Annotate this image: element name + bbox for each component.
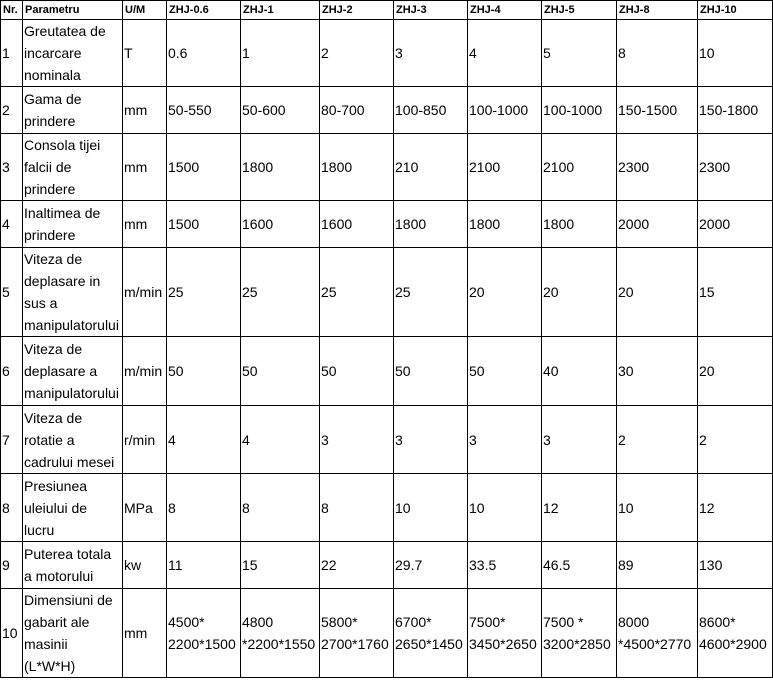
row-number-cell	[1, 474, 23, 542]
table-row	[1, 589, 773, 678]
cell-text: 25	[168, 284, 184, 300]
cell-text: 46.5	[543, 557, 571, 573]
cell-text: 8600* 4600*2900	[699, 614, 767, 652]
value-cell	[698, 20, 773, 87]
parameter-cell	[23, 87, 123, 134]
cell-text: 7	[2, 431, 10, 448]
cell-text: 2000	[618, 216, 650, 232]
cell-text: Consola tijei falcii de prindere	[24, 137, 101, 197]
cell-text: 5800* 2700*1760	[321, 614, 389, 652]
unit-cell	[123, 542, 167, 589]
value-cell	[167, 542, 241, 589]
value-cell	[542, 406, 617, 474]
cell-text: 8	[321, 499, 329, 516]
unit-cell	[123, 87, 167, 134]
value-cell	[698, 87, 773, 134]
cell-text: Gama de prindere	[24, 91, 82, 129]
parameter-cell	[23, 337, 123, 406]
value-cell	[167, 337, 241, 406]
header-zhj-0-6: ZHJ-0.6	[167, 1, 241, 20]
cell-text: 10	[2, 625, 18, 641]
cell-text: 89	[618, 557, 634, 573]
unit-cell	[123, 474, 167, 542]
value-cell	[394, 134, 468, 201]
cell-text: 150-1500	[618, 102, 678, 118]
cell-text: 5	[2, 284, 10, 300]
value-cell	[320, 201, 394, 248]
value-cell	[241, 20, 320, 87]
row-number-cell	[1, 248, 23, 337]
value-cell	[698, 589, 773, 678]
parameter-cell	[23, 201, 123, 248]
cell-text: 8	[618, 45, 626, 61]
value-cell	[320, 589, 394, 678]
cell-text: 4	[168, 431, 176, 448]
value-cell	[698, 134, 773, 201]
unit-cell	[123, 337, 167, 406]
cell-text: 50-550	[168, 102, 212, 118]
cell-text: 50	[321, 363, 337, 379]
cell-text: 10	[395, 499, 411, 516]
header-um: U/M	[123, 1, 167, 20]
header-zhj-5: ZHJ-5	[542, 1, 617, 20]
unit-cell	[123, 248, 167, 337]
cell-text: 150-1800	[699, 102, 759, 118]
value-cell	[167, 201, 241, 248]
cell-text: m/min	[124, 363, 163, 379]
cell-text: 8000 *4500*2770	[618, 614, 692, 652]
cell-text: 100-850	[395, 102, 447, 118]
value-cell	[394, 248, 468, 337]
header-zhj-10: ZHJ-10	[698, 1, 773, 20]
value-cell	[241, 474, 320, 542]
value-cell	[617, 337, 698, 406]
value-cell	[542, 589, 617, 678]
cell-text: Greutatea de incarcare nominala	[24, 23, 106, 83]
cell-text: 1500	[168, 159, 200, 175]
header-zhj-4: ZHJ-4	[468, 1, 542, 20]
value-cell	[698, 406, 773, 474]
row-number-cell	[1, 87, 23, 134]
cell-text: 8	[2, 499, 10, 516]
value-cell	[542, 87, 617, 134]
cell-text: 0.6	[168, 45, 188, 61]
cell-text: 33.5	[469, 557, 497, 573]
cell-text: Inaltimea de prindere	[24, 205, 101, 243]
cell-text: 2	[618, 431, 626, 448]
cell-text: 20	[469, 284, 485, 300]
cell-text: 22	[321, 557, 337, 573]
cell-text: mm	[124, 625, 148, 641]
value-cell	[468, 589, 542, 678]
cell-text: Viteza de rotatie a cadrului mesei	[24, 409, 115, 470]
cell-text: Viteza de deplasare a manipulatorului	[24, 341, 119, 401]
cell-text: 1500	[168, 216, 200, 232]
parameter-cell	[23, 474, 123, 542]
cell-text: 3	[321, 431, 329, 448]
cell-text: 25	[321, 284, 337, 300]
value-cell	[167, 134, 241, 201]
cell-text: 20	[699, 363, 715, 379]
value-cell	[394, 542, 468, 589]
table-row	[1, 201, 773, 248]
value-cell	[468, 337, 542, 406]
header-zhj-2: ZHJ-2	[320, 1, 394, 20]
value-cell	[394, 589, 468, 678]
row-number-cell	[1, 201, 23, 248]
value-cell	[698, 248, 773, 337]
cell-text: 50-600	[242, 102, 286, 118]
cell-text: 50	[242, 363, 258, 379]
value-cell	[167, 87, 241, 134]
cell-text: 2300	[699, 159, 731, 175]
cell-text: 2	[2, 102, 10, 118]
value-cell	[698, 201, 773, 248]
cell-text: 10	[469, 499, 485, 516]
row-number-cell	[1, 542, 23, 589]
value-cell	[394, 474, 468, 542]
cell-text: 1800	[242, 159, 274, 175]
cell-text: 30	[618, 363, 634, 379]
value-cell	[167, 406, 241, 474]
cell-text: 1	[242, 45, 250, 61]
value-cell	[617, 474, 698, 542]
cell-text: Dimensiuni de gabarit ale masinii (L*W*H)	[24, 592, 113, 674]
row-number-cell	[1, 337, 23, 406]
value-cell	[468, 87, 542, 134]
value-cell	[542, 134, 617, 201]
cell-text: 20	[543, 284, 559, 300]
cell-text: 12	[543, 499, 559, 516]
value-cell	[320, 542, 394, 589]
cell-text: Viteza de deplasare in sus a manipulatorului	[24, 251, 119, 333]
value-cell	[468, 20, 542, 87]
cell-text: 1600	[321, 216, 353, 232]
value-cell	[698, 474, 773, 542]
cell-text: 7500* 3450*2650	[469, 614, 537, 652]
value-cell	[394, 87, 468, 134]
row-number-cell	[1, 589, 23, 678]
unit-cell	[123, 406, 167, 474]
value-cell	[241, 406, 320, 474]
value-cell	[241, 589, 320, 678]
cell-text: 3	[469, 431, 477, 448]
table-row	[1, 406, 773, 474]
value-cell	[167, 589, 241, 678]
unit-cell	[123, 589, 167, 678]
value-cell	[617, 542, 698, 589]
cell-text: 2	[699, 431, 707, 448]
cell-text: 3	[2, 159, 10, 175]
header-zhj-8: ZHJ-8	[617, 1, 698, 20]
cell-text: Puterea totala a motorului	[24, 546, 112, 584]
value-cell	[468, 248, 542, 337]
cell-text: mm	[124, 216, 148, 232]
cell-text: 1800	[469, 216, 501, 232]
value-cell	[394, 20, 468, 87]
cell-text: 29.7	[395, 557, 423, 573]
table-row	[1, 87, 773, 134]
header-parametru: Parametru	[23, 1, 123, 20]
value-cell	[617, 201, 698, 248]
value-cell	[241, 542, 320, 589]
value-cell	[241, 87, 320, 134]
value-cell	[320, 87, 394, 134]
value-cell	[468, 542, 542, 589]
header-nr: Nr.	[1, 1, 23, 20]
parameter-cell	[23, 589, 123, 678]
value-cell	[617, 589, 698, 678]
cell-text: 210	[395, 159, 419, 175]
value-cell	[167, 20, 241, 87]
value-cell	[542, 20, 617, 87]
cell-text: 100-1000	[543, 102, 603, 118]
cell-text: 2100	[469, 159, 501, 175]
value-cell	[241, 337, 320, 406]
cell-text: 3	[395, 431, 403, 448]
table-row	[1, 474, 773, 542]
header-row	[1, 1, 773, 20]
cell-text: 5	[543, 45, 551, 61]
unit-cell	[123, 201, 167, 248]
header-zhj-3: ZHJ-3	[394, 1, 468, 20]
value-cell	[241, 248, 320, 337]
cell-text: 9	[2, 557, 10, 573]
row-number-cell	[1, 406, 23, 474]
parameter-cell	[23, 542, 123, 589]
cell-text: 10	[618, 499, 634, 516]
cell-text: 4	[469, 45, 477, 61]
cell-text: Presiunea uleiului de lucru	[24, 477, 88, 538]
cell-text: 1800	[395, 216, 427, 232]
cell-text: 1800	[543, 216, 575, 232]
table-row	[1, 248, 773, 337]
cell-text: mm	[124, 159, 148, 175]
cell-text: 50	[395, 363, 411, 379]
cell-text: 12	[699, 499, 715, 516]
value-cell	[167, 474, 241, 542]
cell-text: 130	[699, 557, 723, 573]
table-row	[1, 20, 773, 87]
cell-text: 6700* 2650*1450	[395, 614, 463, 652]
value-cell	[394, 201, 468, 248]
cell-text: 40	[543, 363, 559, 379]
cell-text: 3	[395, 45, 403, 61]
cell-text: 100-1000	[469, 102, 529, 118]
parameter-cell	[23, 134, 123, 201]
cell-text: r/min	[124, 431, 156, 448]
cell-text: 3	[543, 431, 551, 448]
value-cell	[698, 337, 773, 406]
value-cell	[468, 474, 542, 542]
value-cell	[320, 474, 394, 542]
cell-text: 25	[242, 284, 258, 300]
cell-text: 50	[168, 363, 184, 379]
value-cell	[617, 134, 698, 201]
cell-text: m/min	[124, 284, 163, 300]
value-cell	[394, 337, 468, 406]
cell-text: 15	[242, 557, 258, 573]
value-cell	[320, 134, 394, 201]
value-cell	[320, 337, 394, 406]
cell-text: 4	[2, 216, 10, 232]
cell-text: 1800	[321, 159, 353, 175]
cell-text: mm	[124, 102, 148, 118]
parameter-cell	[23, 406, 123, 474]
cell-text: 50	[469, 363, 485, 379]
value-cell	[617, 248, 698, 337]
value-cell	[320, 20, 394, 87]
value-cell	[320, 248, 394, 337]
unit-cell	[123, 134, 167, 201]
value-cell	[542, 474, 617, 542]
table-row	[1, 134, 773, 201]
row-number-cell	[1, 20, 23, 87]
parameter-cell	[23, 20, 123, 87]
value-cell	[468, 201, 542, 248]
cell-text: MPa	[124, 499, 153, 516]
cell-text: 10	[699, 45, 715, 61]
value-cell	[542, 337, 617, 406]
cell-text: kw	[124, 557, 142, 573]
cell-text: 8	[168, 499, 176, 516]
cell-text: 2	[321, 45, 329, 61]
value-cell	[468, 406, 542, 474]
value-cell	[320, 406, 394, 474]
value-cell	[241, 201, 320, 248]
cell-text: 4800 *2200*1550	[242, 614, 316, 652]
value-cell	[167, 248, 241, 337]
cell-text: T	[124, 45, 133, 61]
value-cell	[241, 134, 320, 201]
value-cell	[617, 20, 698, 87]
table-row	[1, 542, 773, 589]
row-number-cell	[1, 134, 23, 201]
value-cell	[394, 406, 468, 474]
header-zhj-1: ZHJ-1	[241, 1, 320, 20]
cell-text: 4500* 2200*1500	[168, 614, 236, 652]
value-cell	[542, 248, 617, 337]
cell-text: 80-700	[321, 102, 365, 118]
cell-text: 25	[395, 284, 411, 300]
cell-text: 20	[618, 284, 634, 300]
value-cell	[617, 87, 698, 134]
unit-cell	[123, 20, 167, 87]
value-cell	[468, 134, 542, 201]
cell-text: 2000	[699, 216, 731, 232]
cell-text: 15	[699, 284, 715, 300]
parameter-cell	[23, 248, 123, 337]
cell-text: 11	[168, 557, 183, 573]
cell-text: 2300	[618, 159, 650, 175]
cell-text: 4	[242, 431, 250, 448]
cell-text: 1600	[242, 216, 274, 232]
cell-text: 7500 * 3200*2850	[543, 614, 611, 652]
table-row	[1, 337, 773, 406]
table-body	[1, 20, 773, 678]
cell-text: 8	[242, 499, 250, 516]
cell-text: 2100	[543, 159, 575, 175]
cell-text: 1	[2, 45, 10, 61]
value-cell	[698, 542, 773, 589]
value-cell	[542, 542, 617, 589]
value-cell	[542, 201, 617, 248]
cell-text: 6	[2, 363, 10, 379]
value-cell	[617, 406, 698, 474]
